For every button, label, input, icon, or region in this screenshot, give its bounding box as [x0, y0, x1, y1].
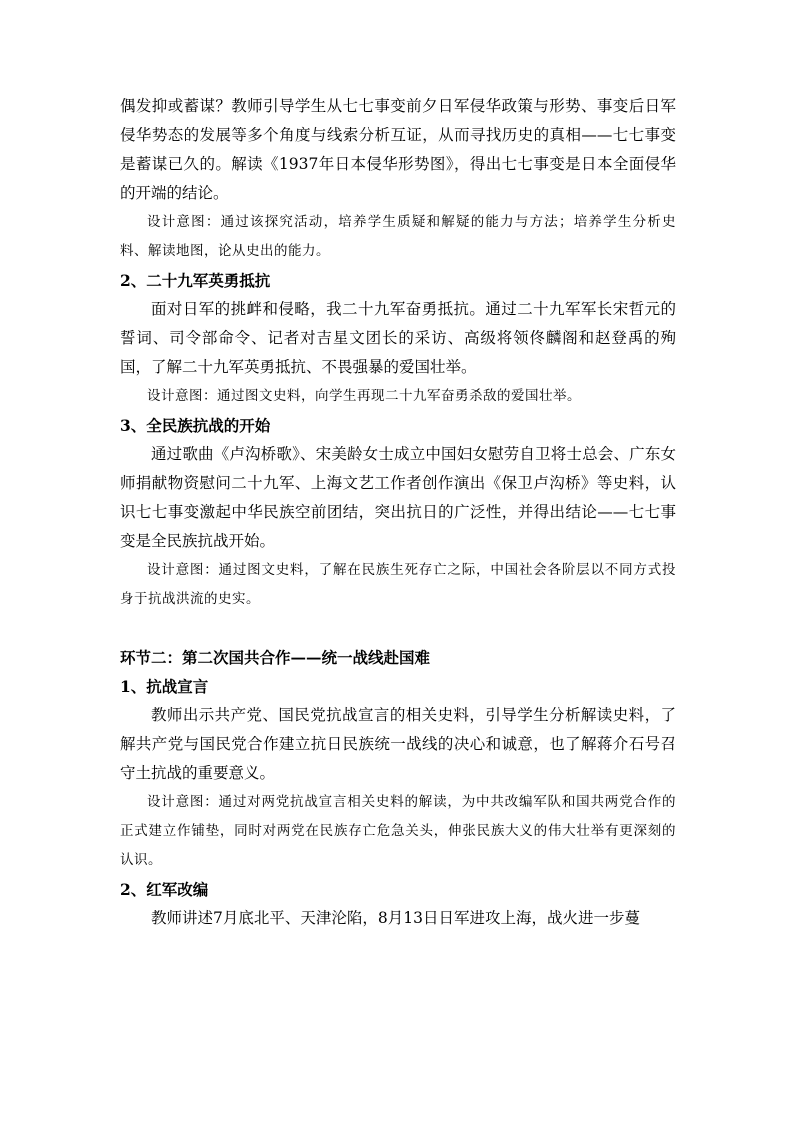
design-intent-4: 设计意图：通过对两党抗战宣言相关史料的解读，为中共改编军队和国共两党合作的正式建立作铺垫，同时对两党在民族存亡危急关头，伸张民族大义的伟大壮举有更深刻的认识。 — [120, 794, 676, 868]
subheading-declaration: 1、抗战宣言 — [120, 677, 209, 696]
paragraph-declaration: 教师出示共产党、国民党抗战宣言的相关史料，引导学生分析解读史料，了解共产党与国民党合作建立抗日民族统一战线的决心和诚意，也了解蒋介石号召守土抗战的重要意义。 — [120, 706, 676, 782]
subheading-29th-army: 2、二十九军英勇抵抗 — [120, 271, 271, 290]
document-body — [120, 92, 676, 933]
paragraph-red-army: 教师讲述7月底北平、天津沦陷，8月13日日军进攻上海，战火进一步蔓 — [151, 909, 640, 927]
paragraph-29th-army: 面对日军的挑衅和侵略，我二十九军奋勇抵抗。通过二十九军军长宋哲元的誓词、司令部命令、记者对吉星文团长的采访、高级将领佟麟阁和赵登禹的殉国，了解二十九军英勇抵抗、不畏强暴的爱国壮举。 — [120, 300, 676, 376]
design-intent-2: 设计意图：通过图文史料，向学生再现二十九军奋勇杀敌的爱国壮举。 — [147, 388, 581, 404]
section-heading-2: 环节二：第二次国共合作——统一战线赴国难 — [120, 648, 431, 667]
subheading-red-army: 2、红军改编 — [120, 880, 209, 899]
design-intent-3: 设计意图：通过图文史料，了解在民族生死存亡之际，中国社会各阶层以不同方式投身于抗战洪流的史实。 — [120, 562, 676, 607]
paragraph-intro: 偶发抑或蓄谋？教师引导学生从七七事变前夕日军侵华政策与形势、事变后日军侵华势态的发展等多个角度与线索分析互证，从而寻找历史的真相——七七事变是蓄谋已久的。解读《1937年日本侵华形势图》，得出七七事变是日本全面侵华的开端的结论。 — [120, 97, 676, 202]
subheading-national-resistance: 3、全民族抗战的开始 — [120, 416, 271, 435]
paragraph-national-resistance: 通过歌曲《卢沟桥歌》、宋美龄女士成立中国妇女慰劳自卫将士总会、广东女师捐献物资慰问二十九军、上海文艺工作者创作演出《保卫卢沟桥》等史料，认识七七事变激起中华民族空前团结，突出抗日的广泛性，并得出结论——七七事变是全民族抗战开始。 — [120, 445, 676, 550]
design-intent-1: 设计意图：通过该探究活动，培养学生质疑和解疑的能力与方法；培养学生分析史料、解读地图，论从史出的能力。 — [120, 214, 676, 259]
